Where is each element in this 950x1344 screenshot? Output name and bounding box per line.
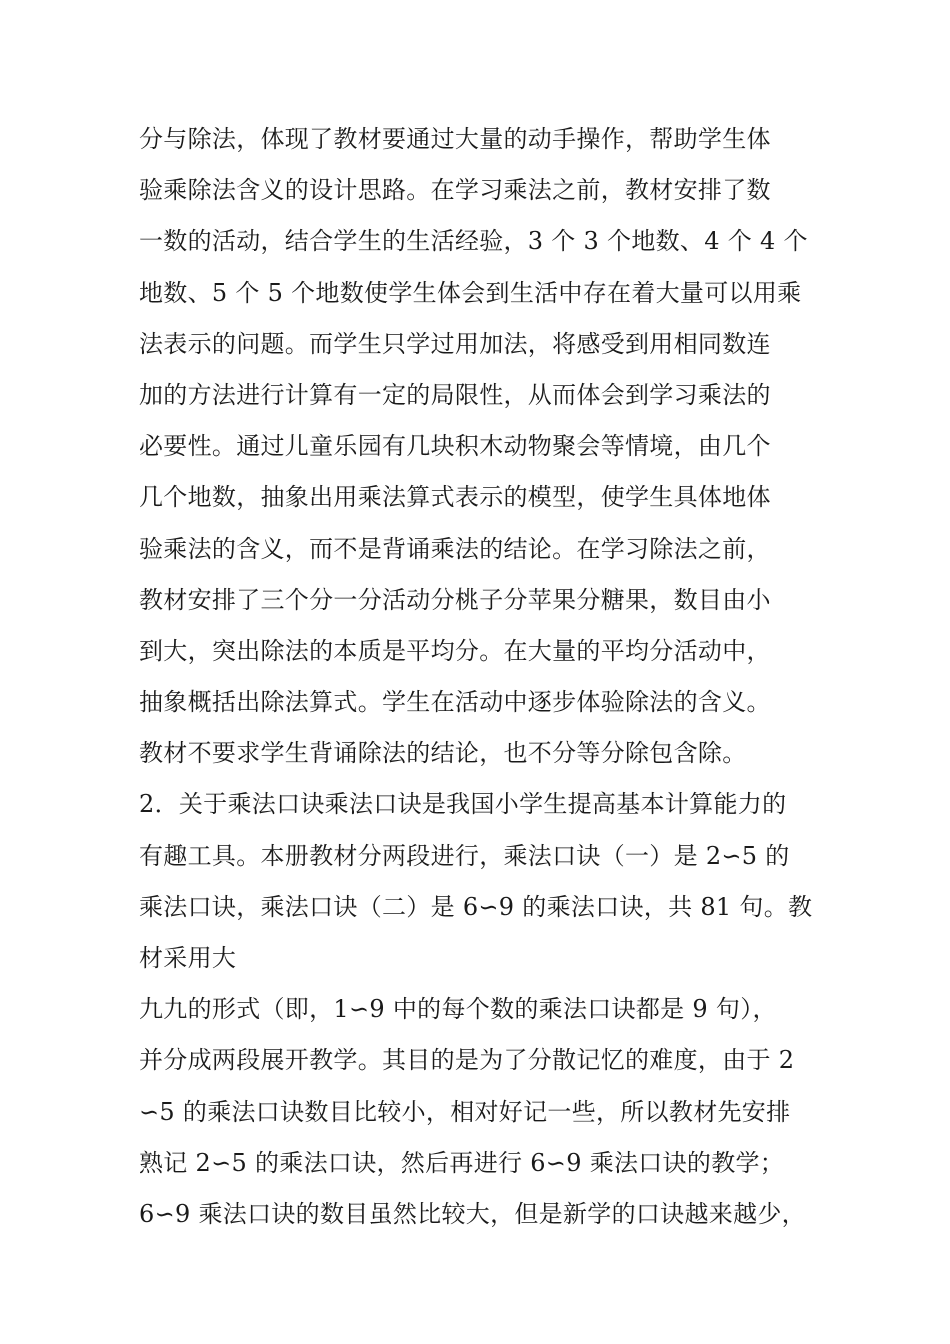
body-text — [139, 114, 839, 1240]
text-line: 地数、5 个 5 个地数使学生体会到生活中存在着大量可以用乘 — [139, 278, 802, 307]
text-line: 有趣工具。本册教材分两段进行，乘法口诀（一）是 2∽5 的 — [139, 841, 790, 870]
text-line: 分与除法，体现了教材要通过大量的动手操作，帮助学生体 — [139, 125, 771, 153]
text-line: 加的方法进行计算有一定的局限性，从而体会到学习乘法的 — [139, 380, 771, 409]
text-line: 教材安排了三个分一分活动分桃子分苹果分糖果，数目由小 — [139, 585, 771, 614]
text-line: 材采用大 — [139, 944, 237, 972]
text-line: ∽5 的乘法口诀数目比较小，相对好记一些，所以教材先安排 — [139, 1097, 791, 1126]
text-line: 几个地数，抽象出用乘法算式表示的模型，使学生具体地体 — [139, 483, 771, 512]
text-line: 必要性。通过儿童乐园有几块积木动物聚会等情境，由几个 — [139, 432, 771, 461]
text-line: 验乘法的含义，而不是背诵乘法的结论。在学习除法之前， — [139, 534, 771, 563]
text-line: 一数的活动，结合学生的生活经验，3 个 3 个地数、4 个 4 个 — [139, 227, 808, 256]
text-line: 验乘除法含义的设计思路。在学习乘法之前，教材安排了数 — [139, 176, 771, 205]
text-line: 2．关于乘法口诀乘法口诀是我国小学生提高基本计算能力的 — [139, 790, 787, 819]
text-line: 教材不要求学生背诵除法的结论，也不分等分除包含除。 — [139, 739, 747, 768]
text-line: 6∽9 乘法口诀的数目虽然比较大，但是新学的口诀越来越少， — [139, 1199, 806, 1228]
text-line: 抽象概括出除法算式。学生在活动中逐步体验除法的含义。 — [139, 688, 771, 717]
text-line: 并分成两段展开教学。其目的是为了分散记忆的难度，由于 2 — [139, 1046, 795, 1075]
text-line: 法表示的问题。而学生只学过用加法，将感受到用相同数连 — [139, 329, 771, 358]
text-line: 熟记 2∽5 的乘法口诀，然后再进行 6∽9 乘法口诀的教学； — [139, 1148, 785, 1177]
text-line: 乘法口诀，乘法口诀（二）是 6∽9 的乘法口诀，共 81 句。教 — [139, 892, 813, 921]
text-line: 到大，突出除法的本质是平均分。在大量的平均分活动中， — [139, 636, 771, 665]
text-line: 九九的形式（即，1∽9 中的每个数的乘法口诀都是 9 句）， — [139, 995, 777, 1024]
